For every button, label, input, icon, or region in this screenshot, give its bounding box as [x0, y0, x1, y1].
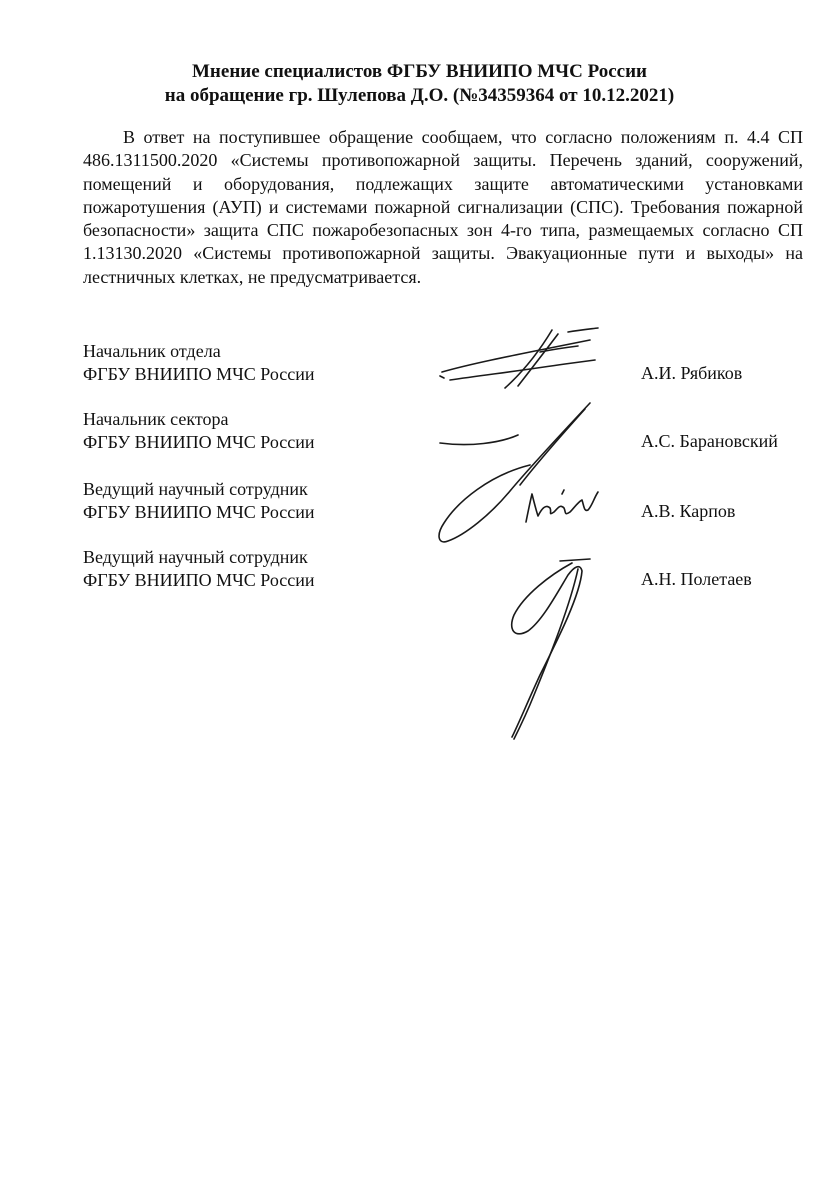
document-title: [0, 60, 839, 108]
body-paragraph: В ответ на поступившее обращение сообщаем, что согласно положениям п. 4.4 СП 486.1311500.2020 «Системы противопожарной защиты. Перечень зданий, сооружений, помещений и оборудования, подлежащих защите автоматическими установками пожаротушения (АУП) и системами пожарной сигнализации (СПС). Требования пожарной безопасности» защита СПС пожаробезопасных зон 4-го типа, размещаемых согласно СП 1.13130.2020 «Системы противопожарной защиты. Эвакуационные пути и выходы» на лестничных клетках, не предусматривается.: [83, 127, 803, 287]
title-line-2: на обращение гр. Шулепова Д.О. (№34359364 от 10.12.2021): [164, 85, 675, 106]
signatory-4-organization: ФГБУ ВНИИПО МЧС России: [83, 570, 315, 590]
signatory-2-name: А.С. Барановский: [641, 431, 778, 451]
signatory-4-position: Ведущий научный сотрудник: [83, 547, 308, 567]
signatory-1-position: Начальник отдела: [83, 341, 221, 361]
signatory-4-block: [83, 546, 315, 592]
signatory-3-name: А.В. Карпов: [641, 501, 736, 521]
signatory-2-organization: ФГБУ ВНИИПО МЧС России: [83, 432, 315, 452]
signatory-1-name: А.И. Рябиков: [641, 363, 743, 383]
signatory-2-position: Начальник сектора: [83, 409, 229, 429]
signatory-4-name: А.Н. Полетаев: [641, 569, 752, 589]
signatory-1-organization: ФГБУ ВНИИПО МЧС России: [83, 364, 315, 384]
signature-ryabikov: [430, 320, 620, 390]
title-line-1: Мнение специалистов ФГБУ ВНИИПО МЧС России: [192, 61, 647, 82]
signatory-2-block: [83, 408, 315, 454]
signature-poletaev: [500, 555, 600, 745]
signatory-3-organization: ФГБУ ВНИИПО МЧС России: [83, 502, 315, 522]
signatory-3-position: Ведущий научный сотрудник: [83, 479, 308, 499]
signatory-1-block: [83, 340, 315, 386]
signature-karpov: [518, 482, 608, 532]
signatory-3-block: [83, 478, 315, 524]
